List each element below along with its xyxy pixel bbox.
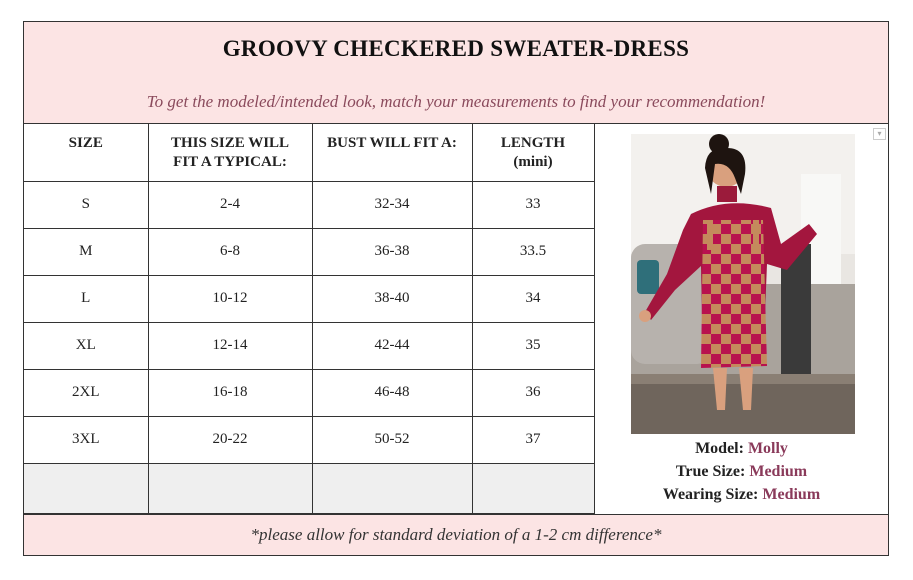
model-label: Model: — [695, 440, 744, 457]
cell-size: S — [24, 181, 148, 228]
cell-blank — [472, 463, 594, 513]
cell-fits: 10-12 — [148, 275, 312, 322]
footer-note: *please allow for standard deviation of a 1-2 cm difference* — [250, 525, 662, 544]
cell-bust: 38-40 — [312, 275, 472, 322]
model-panel — [594, 124, 888, 514]
cell-fits: 6-8 — [148, 228, 312, 275]
cell-fits: 2-4 — [148, 181, 312, 228]
cell-bust: 36-38 — [312, 228, 472, 275]
chart-header — [24, 22, 888, 124]
cell-size: L — [24, 275, 148, 322]
table-row — [24, 416, 594, 463]
chart-subtitle: To get the modeled/intended look, match your measurements to find your recommendation! — [146, 92, 766, 111]
cell-size: XL — [24, 322, 148, 369]
cell-fits: 12-14 — [148, 322, 312, 369]
header-bust: BUST WILL FIT A: — [312, 124, 472, 181]
true-size-label: True Size: — [675, 463, 746, 480]
header-fits-typical: THIS SIZE WILL FIT A TYPICAL: — [148, 124, 312, 181]
size-table — [24, 124, 595, 514]
true-size-value: Medium — [749, 463, 808, 480]
cell-size: 3XL — [24, 416, 148, 463]
cell-fits: 20-22 — [148, 416, 312, 463]
size-chart-frame — [23, 21, 889, 556]
cell-length: 35 — [472, 322, 594, 369]
table-row-blank — [24, 463, 594, 513]
cell-bust: 42-44 — [312, 322, 472, 369]
cell-length: 36 — [472, 369, 594, 416]
cell-blank — [148, 463, 312, 513]
table-header-row — [24, 124, 594, 181]
model-name-line — [595, 440, 888, 458]
cell-bust: 46-48 — [312, 369, 472, 416]
wearing-size-label: Wearing Size: — [662, 486, 759, 503]
chevron-down-icon[interactable]: ▾ — [873, 128, 886, 140]
cell-size: M — [24, 228, 148, 275]
header-size: SIZE — [24, 124, 148, 181]
cell-blank — [24, 463, 148, 513]
table-row — [24, 275, 594, 322]
wearing-size-value: Medium — [762, 486, 821, 503]
table-row — [24, 181, 594, 228]
chart-title: GROOVY CHECKERED SWEATER-DRESS — [222, 36, 690, 61]
cell-length: 34 — [472, 275, 594, 322]
table-row — [24, 322, 594, 369]
cell-fits: 16-18 — [148, 369, 312, 416]
model-name: Molly — [747, 440, 788, 457]
cell-size: 2XL — [24, 369, 148, 416]
cell-blank — [312, 463, 472, 513]
wearing-size-line — [595, 486, 888, 504]
header-length: LENGTH (mini) — [472, 124, 594, 181]
table-row — [24, 369, 594, 416]
cell-bust: 50-52 — [312, 416, 472, 463]
table-row — [24, 228, 594, 275]
cell-length: 37 — [472, 416, 594, 463]
cell-bust: 32-34 — [312, 181, 472, 228]
chart-footer — [24, 514, 888, 555]
model-photo — [631, 134, 855, 434]
cell-length: 33 — [472, 181, 594, 228]
true-size-line — [595, 463, 888, 481]
cell-length: 33.5 — [472, 228, 594, 275]
